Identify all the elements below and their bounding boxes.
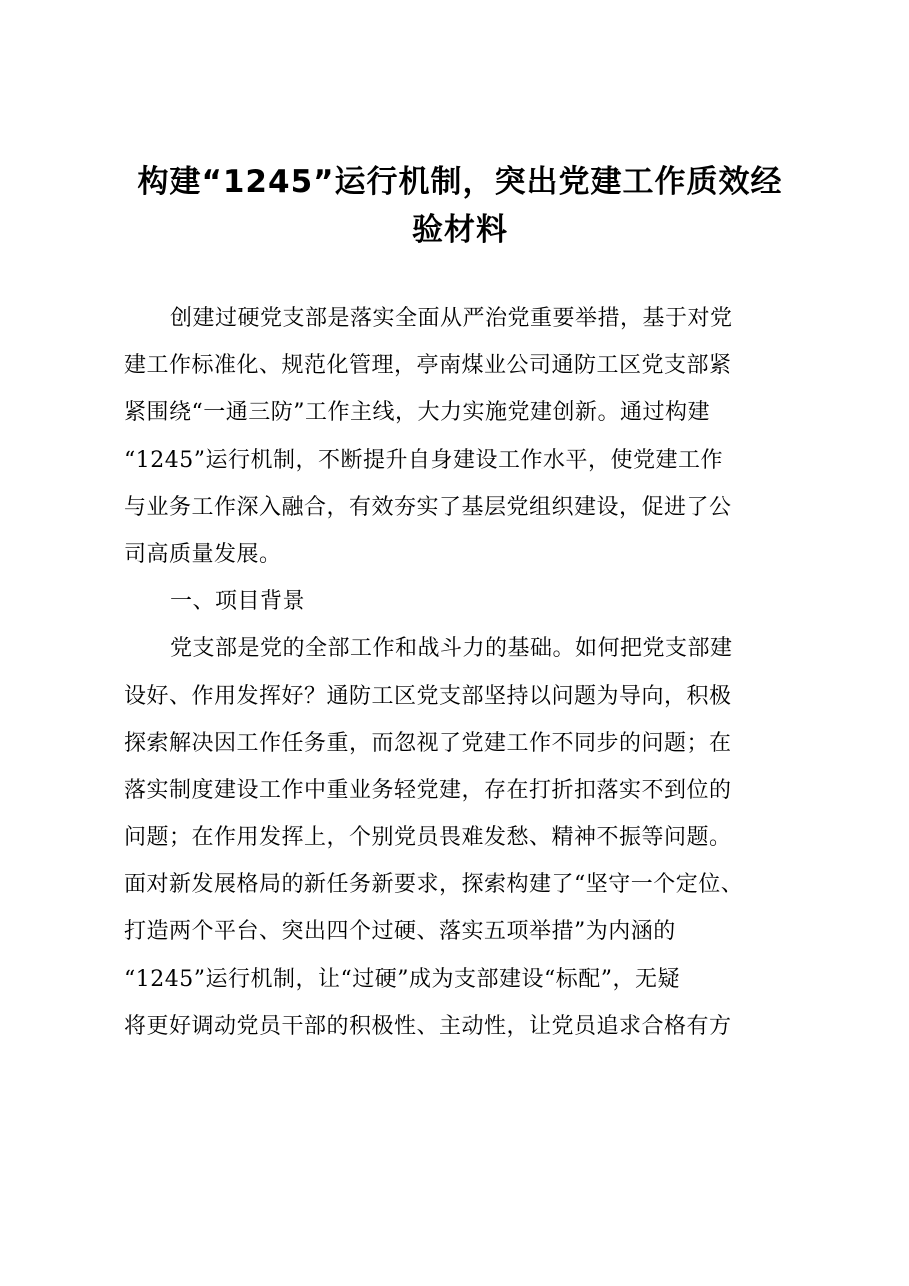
background-paragraph	[124, 625, 804, 1050]
text-line: 设好、作用发挥好？通防工区党支部坚持以问题为导向，积极	[124, 683, 732, 709]
text-line: 党支部是党的全部工作和战斗力的基础。如何把党支部建	[170, 636, 733, 662]
text-line: 司高质量发展。	[124, 541, 282, 567]
text-line: 与业务工作深入融合，有效夯实了基层党组织建设，促进了公	[124, 494, 732, 520]
text-line: 面对新发展格局的新任务新要求，探索构建了“坚守一个定位、	[124, 872, 744, 898]
text-line: “1245”运行机制，让“过硬”成为支部建设“标配”，无疑	[124, 966, 680, 992]
text-line: 将更好调动党员干部的积极性、主动性，让党员追求合格有方	[124, 1013, 732, 1039]
text-line: 建工作标准化、规范化管理，亭南煤业公司通防工区党支部紧	[124, 353, 732, 379]
intro-paragraph	[124, 295, 804, 578]
document-title	[110, 158, 810, 254]
title-line: 验材料	[412, 212, 508, 248]
section-heading	[124, 578, 804, 625]
text-line: “1245”运行机制，不断提升自身建设工作水平，使党建工作	[124, 447, 723, 473]
title-line: 构建“1245”运行机制，突出党建工作质效经	[137, 164, 783, 200]
text-line: 紧围绕“一通三防”工作主线，大力实施党建创新。通过构建	[124, 400, 710, 426]
text-line: 打造两个平台、突出四个过硬、落实五项举措”为内涵的	[124, 919, 676, 945]
section-heading-text: 一、项目背景	[170, 589, 306, 615]
text-line: 问题；在作用发挥上，个别党员畏难发愁、精神不振等问题。	[124, 825, 732, 851]
text-line: 落实制度建设工作中重业务轻党建，存在打折扣落实不到位的	[124, 777, 732, 803]
text-line: 创建过硬党支部是落实全面从严治党重要举措，基于对党	[170, 306, 733, 331]
text-line: 探索解决因工作任务重，而忽视了党建工作不同步的问题；在	[124, 730, 732, 756]
document-body	[124, 295, 804, 1050]
